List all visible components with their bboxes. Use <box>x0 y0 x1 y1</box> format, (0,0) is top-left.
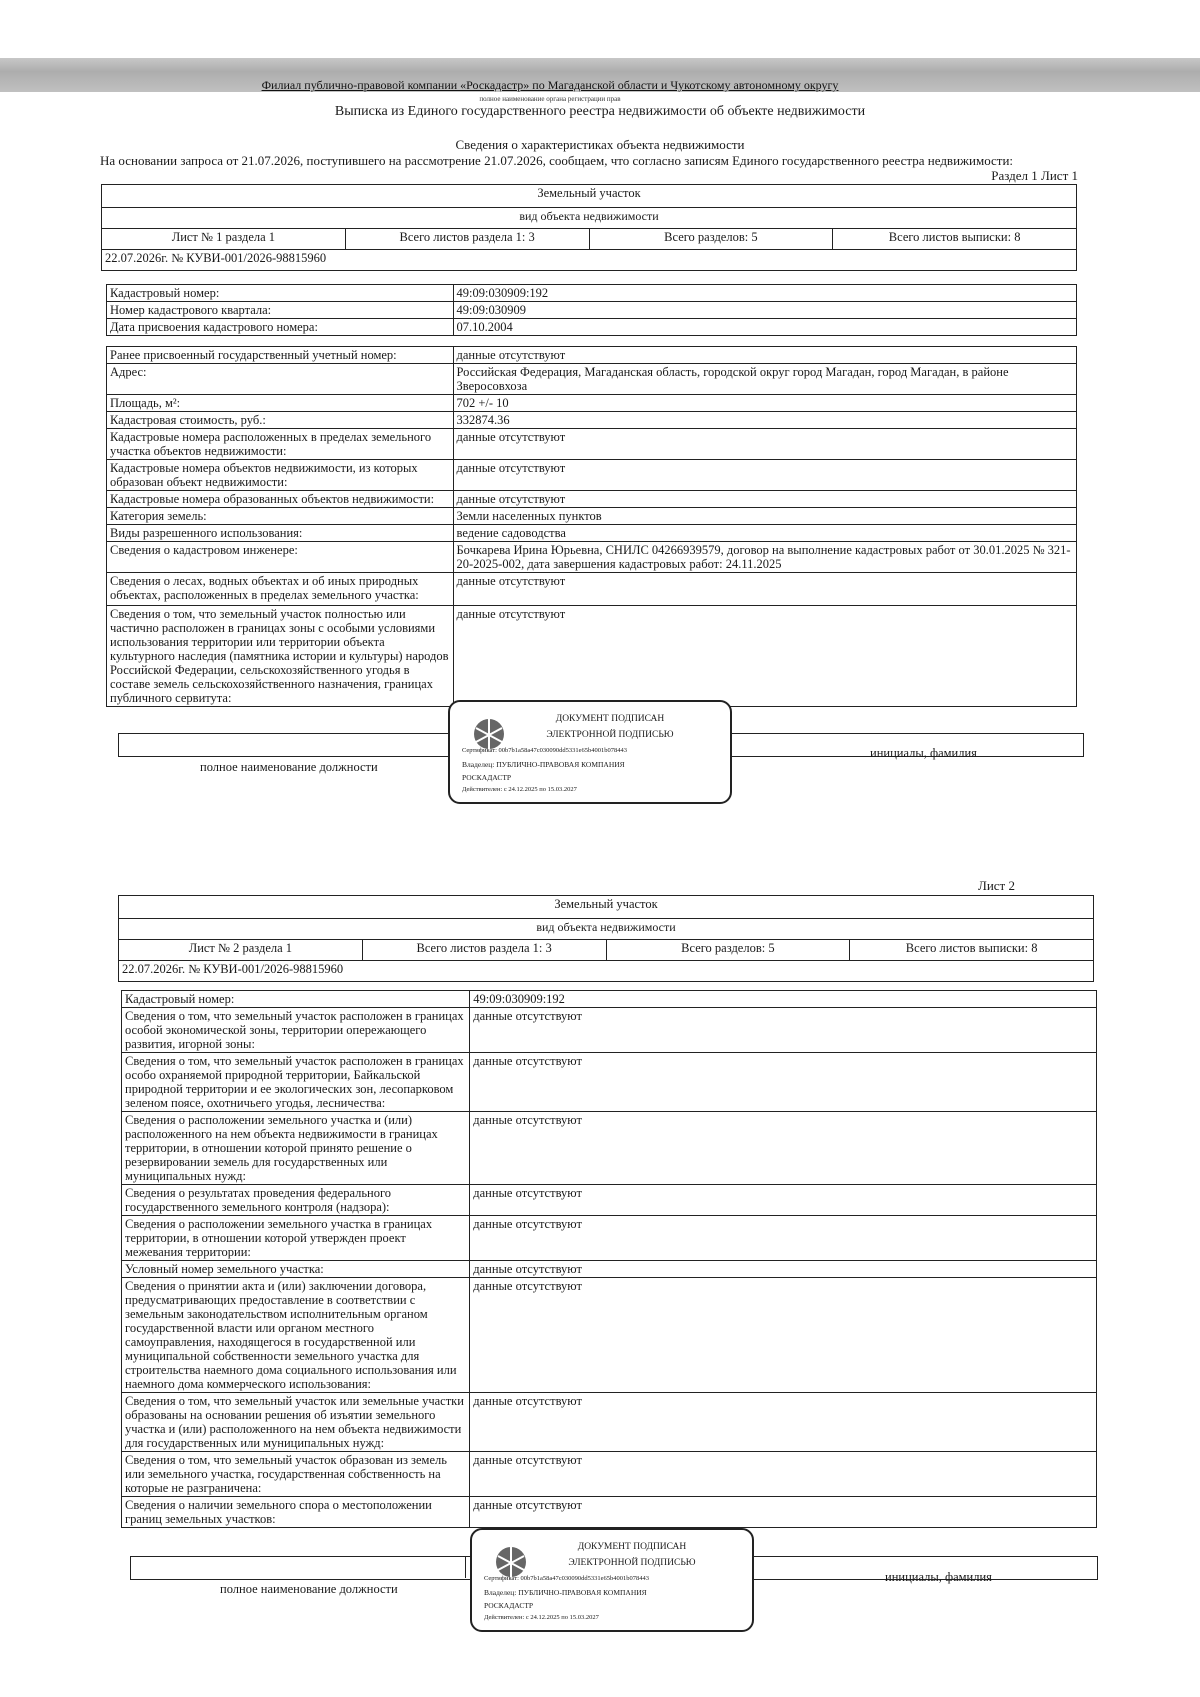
row-label: Сведения о том, что земельный участок расположен в границах особой экономической зоны, территории опережающего развития, игорной зоны: <box>122 1008 470 1053</box>
row-value: 07.10.2004 <box>453 319 1077 336</box>
row-value: данные отсутствуют <box>470 1185 1097 1216</box>
stamp-line2: ЭЛЕКТРОННОЙ ПОДПИСЬЮ <box>568 1558 696 1568</box>
name-caption: инициалы, фамилия <box>885 1570 992 1584</box>
sheets-in-section: Всего листов раздела 1: 3 <box>345 229 589 250</box>
organization-name: Филиал публично-правовой компании «Роскадастр» по Магаданской области и Чукотскому автономному округу <box>261 78 839 92</box>
object-type: Земельный участок <box>119 896 1094 919</box>
row-value: данные отсутствуют <box>453 606 1077 707</box>
row-value: данные отсутствуют <box>470 1216 1097 1261</box>
row-label: Кадастровые номера расположенных в пределах земельного участка объектов недвижимости: <box>107 429 454 460</box>
stamp-owner2: РОСКАДАСТР <box>484 1601 534 1610</box>
row-label: Сведения о принятии акта и (или) заключении договора, предусматривающих предоставление в соответствии с земельным законодательством исполнительным органом государственной власти или органом местного самоуправления, находящегося в государственной или муниципальной собственности земельного участка для строительства наемного дома социального использования или наемного дома коммерческого использования: <box>122 1278 470 1393</box>
row-value: данные отсутствуют <box>470 1261 1097 1278</box>
organization-caption: полное наименование органа регистрации прав <box>479 95 621 103</box>
date-number: 22.07.2026г. № КУВИ-001/2026-98815960 <box>102 250 1077 271</box>
row-label: Номер кадастрового квартала: <box>107 302 454 319</box>
row-label: Сведения о наличии земельного спора о местоположении границ земельных участков: <box>122 1497 470 1528</box>
object-type: Земельный участок <box>102 185 1077 208</box>
total-sections: Всего разделов: 5 <box>589 229 833 250</box>
object-type-caption: вид объекта недвижимости <box>119 919 1094 940</box>
total-sections: Всего разделов: 5 <box>606 940 850 961</box>
row-label: Сведения о том, что земельный участок или земельные участки образованы на основании решения об изъятии земельного участка и (или) расположенного на нем объекта недвижимости для государственных или муниципальных нужд: <box>122 1393 470 1452</box>
row-value: Российская Федерация, Магаданская область, городской округ город Магадан, город Магадан, в районе Зверосовхоза <box>453 364 1077 395</box>
row-value: данные отсутствуют <box>453 347 1077 364</box>
signature-divider <box>130 1556 466 1578</box>
row-label: Кадастровая стоимость, руб.: <box>107 412 454 429</box>
stamp-line2: ЭЛЕКТРОННОЙ ПОДПИСЬЮ <box>546 730 674 740</box>
row-label: Сведения о том, что земельный участок полностью или частично расположен в границах зоны с особыми условиями использования территории или территории объекта культурного наследия (памятника истории и культуры) народов Российской Федерации, сельскохозяйственного угодья в составе земель сельскохозяйственного назначения, границах публичного сервитута: <box>107 606 454 707</box>
stamp-validity: Действителен: с 24.12.2025 по 15.03.2027 <box>462 786 577 793</box>
stamp-owner2: РОСКАДАСТР <box>462 773 512 782</box>
page1-top-rows <box>106 284 1077 336</box>
sheet-number: Лист № 1 раздела 1 <box>102 229 346 250</box>
position-caption: полное наименование должности <box>200 760 378 774</box>
stamp-line1: ДОКУМЕНТ ПОДПИСАН <box>577 1542 687 1552</box>
position-caption: полное наименование должности <box>220 1582 398 1596</box>
row-value: 702 +/- 10 <box>453 395 1077 412</box>
row-value: 49:09:030909:192 <box>453 285 1077 302</box>
row-value: 332874.36 <box>453 412 1077 429</box>
row-label: Сведения о лесах, водных объектах и об иных природных объектах, расположенных в пределах земельного участка: <box>107 573 454 606</box>
row-value: 49:09:030909:192 <box>470 991 1097 1008</box>
row-label: Категория земель: <box>107 508 454 525</box>
signature-divider <box>118 733 449 755</box>
row-value: Земли населенных пунктов <box>453 508 1077 525</box>
row-value: данные отсутствуют <box>453 460 1077 491</box>
row-label: Кадастровые номера объектов недвижимости, из которых образован объект недвижимости: <box>107 460 454 491</box>
stamp-owner: Владелец: ПУБЛИЧНО-ПРАВОВАЯ КОМПАНИЯ <box>462 760 625 769</box>
row-label: Условный номер земельного участка: <box>122 1261 470 1278</box>
row-label: Сведения о расположении земельного участка и (или) расположенного на нем объекта недвижимости в границах территории, в отношении которой принято решение о резервировании земель для государственных или муниципальных нужд: <box>122 1112 470 1185</box>
stamp-certificate: Сертификат: 00b7b1a58a47c030090dd5331e65b4001b078443 <box>484 1575 650 1582</box>
page1-esign-stamp <box>448 700 732 804</box>
row-value: 49:09:030909 <box>453 302 1077 319</box>
page1-data-table <box>106 346 1077 707</box>
stamp-certificate: Сертификат: 00b7b1a58a47c030090dd5331e65b4001b078443 <box>462 747 628 754</box>
section-title: Сведения о характеристиках объекта недвижимости <box>455 137 745 152</box>
total-sheets: Всего листов выписки: 8 <box>833 229 1077 250</box>
sheet-number: Лист № 2 раздела 1 <box>119 940 363 961</box>
page2-data-table <box>121 990 1097 1528</box>
row-value: данные отсутствуют <box>453 491 1077 508</box>
sheets-in-section: Всего листов раздела 1: 3 <box>362 940 606 961</box>
name-caption: инициалы, фамилия <box>870 746 977 760</box>
row-value: данные отсутствуют <box>470 1497 1097 1528</box>
stamp-line1: ДОКУМЕНТ ПОДПИСАН <box>555 714 665 724</box>
row-label: Ранее присвоенный государственный учетный номер: <box>107 347 454 364</box>
date-number: 22.07.2026г. № КУВИ-001/2026-98815960 <box>119 961 1094 982</box>
row-label: Сведения о расположении земельного участка в границах территории, в отношении которой утвержден проект межевания территории: <box>122 1216 470 1261</box>
row-value: Бочкарева Ирина Юрьевна, СНИЛС 04266939579, договор на выполнение кадастровых работ от 30.01.2025 № 321-20-2025-002, дата завершения кадастровых работ: 24.11.2025 <box>453 542 1077 573</box>
row-value: данные отсутствуют <box>453 573 1077 606</box>
row-value: данные отсутствуют <box>470 1278 1097 1393</box>
page1-header-table <box>101 184 1077 271</box>
page2-esign-stamp <box>470 1528 754 1632</box>
stamp-owner: Владелец: ПУБЛИЧНО-ПРАВОВАЯ КОМПАНИЯ <box>484 1588 647 1597</box>
row-value: данные отсутствуют <box>470 1452 1097 1497</box>
row-label: Кадастровые номера образованных объектов недвижимости: <box>107 491 454 508</box>
page2-sheet-ref: Лист 2 <box>978 878 1015 893</box>
row-value: данные отсутствуют <box>453 429 1077 460</box>
row-value: данные отсутствуют <box>470 1112 1097 1185</box>
row-label: Дата присвоения кадастрового номера: <box>107 319 454 336</box>
row-label: Сведения о том, что земельный участок расположен в границах особо охраняемой природной территории, Байкальской природной территории и ее экологических зон, лесопарковом зеленом поясе, охотничьего угодья, лесничества: <box>122 1053 470 1112</box>
row-label: Кадастровый номер: <box>107 285 454 302</box>
row-label: Кадастровый номер: <box>122 991 470 1008</box>
row-label: Сведения о результатах проведения федерального государственного земельного контроля (надзора): <box>122 1185 470 1216</box>
row-label: Адрес: <box>107 364 454 395</box>
document-title: Выписка из Единого государственного реестра недвижимости об объекте недвижимости <box>334 104 866 119</box>
page2-header-table <box>118 895 1094 982</box>
row-value: данные отсутствуют <box>470 1393 1097 1452</box>
row-label: Виды разрешенного использования: <box>107 525 454 542</box>
total-sheets: Всего листов выписки: 8 <box>850 940 1094 961</box>
page1-sheet-ref: Раздел 1 Лист 1 <box>991 168 1078 183</box>
stamp-validity: Действителен: с 24.12.2025 по 15.03.2027 <box>484 1614 599 1621</box>
row-label: Сведения о том, что земельный участок образован из земель или земельного участка, государственная собственность на которые не разграничена: <box>122 1452 470 1497</box>
row-value: данные отсутствуют <box>470 1008 1097 1053</box>
intro-text: На основании запроса от 21.07.2026, поступившего на рассмотрение 21.07.2026, сообщаем, что согласно записям Единого государственного реестра недвижимости: <box>100 153 1014 168</box>
object-type-caption: вид объекта недвижимости <box>102 208 1077 229</box>
row-label: Сведения о кадастровом инженере: <box>107 542 454 573</box>
row-label: Площадь, м²: <box>107 395 454 412</box>
row-value: ведение садоводства <box>453 525 1077 542</box>
row-value: данные отсутствуют <box>470 1053 1097 1112</box>
